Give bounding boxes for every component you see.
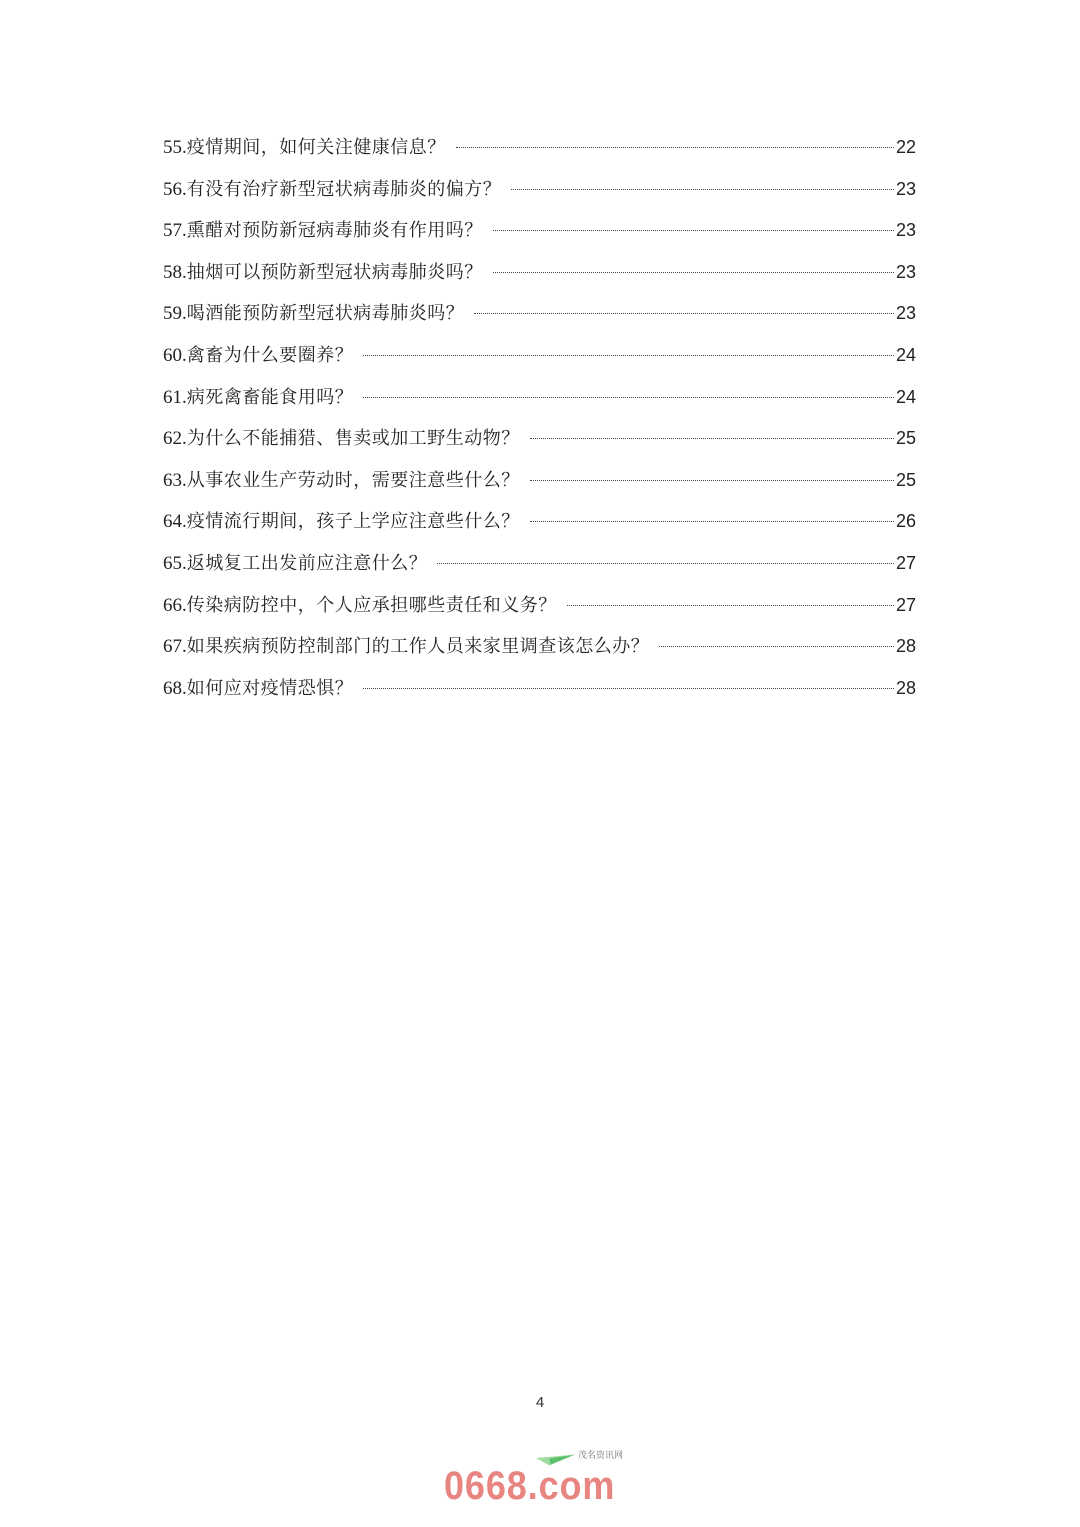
toc-entry-page: 27 [895,594,916,615]
dot-leader [363,688,894,689]
toc-entry-number: 62. [163,428,187,450]
toc-entry-title: 抽烟可以预防新型冠状病毒肺炎吗？ [186,261,483,283]
toc-entry-number: 60. [163,344,187,366]
toc-entry-page: 27 [895,552,916,573]
toc-entry-number: 61. [163,386,187,408]
toc-entry-number: 57. [163,220,187,242]
toc-entry[interactable] [163,549,916,591]
toc-entry-number: 56. [163,178,187,200]
toc-entry-title: 疫情流行期间，孩子上学应注意些什么？ [186,511,520,533]
toc-entry-title: 传染病防控中，个人应承担哪些责任和义务？ [186,594,557,616]
toc-entry-title: 如何应对疫情恐惧？ [186,677,354,699]
toc-entry[interactable] [163,632,916,674]
toc-entry[interactable] [163,466,916,508]
toc-entry-page: 23 [895,178,916,199]
dot-leader [437,563,894,564]
dot-leader [363,355,894,356]
toc-entry-title: 有没有治疗新型冠状病毒肺炎的偏方？ [186,178,502,200]
toc-entry[interactable] [163,507,916,549]
toc-entry-title: 病死禽畜能食用吗？ [186,386,354,408]
toc-entry-page: 24 [895,386,916,407]
toc-entry-number: 58. [163,261,187,283]
dot-leader [363,397,894,398]
toc-entry-number: 59. [163,303,187,325]
toc-entry-title: 如果疾病预防控制部门的工作人员来家里调查该怎么办？ [186,636,650,658]
toc-entry-title: 熏醋对预防新冠病毒肺炎有作用吗？ [186,220,483,242]
toc-entry-page: 25 [895,428,916,449]
toc-entry-title: 为什么不能捕猎、售卖或加工野生动物？ [186,428,520,450]
toc-entry[interactable] [163,258,916,300]
toc-entry[interactable] [163,299,916,341]
dot-leader [659,646,894,647]
toc-entry[interactable] [163,383,916,425]
toc-entry-page: 28 [895,677,916,698]
toc-entry-title: 疫情期间，如何关注健康信息？ [186,137,446,158]
dot-leader [530,521,894,522]
toc-entry[interactable] [163,341,916,383]
dot-leader [493,230,894,231]
dot-leader [530,438,894,439]
toc-entry-title: 禽畜为什么要圈养？ [186,344,354,366]
watermark-logo [444,1450,644,1510]
dot-leader [530,480,894,481]
dot-leader [493,272,894,273]
toc-entry[interactable] [163,424,916,466]
toc-entry-number: 67. [163,636,187,658]
toc-entry-page: 25 [895,469,916,490]
toc-entry-title: 喝酒能预防新型冠状病毒肺炎吗？ [186,303,465,325]
toc-entry-page: 23 [895,303,916,324]
toc-entry-number: 65. [163,552,187,574]
toc-entry-page: 24 [895,344,916,365]
toc-entry-page: 26 [895,511,916,532]
toc-entry[interactable] [163,674,916,716]
toc-entry-page: 22 [895,137,916,157]
toc-entry-number: 63. [163,469,187,491]
toc-entry[interactable] [163,175,916,217]
toc-entry[interactable] [163,216,916,258]
toc-entry-number: 68. [163,677,187,699]
toc-entry[interactable] [163,133,916,175]
dot-leader [511,189,894,190]
dot-leader [474,313,894,314]
toc-entry-page: 23 [895,261,916,282]
toc-entry-title: 返城复工出发前应注意什么？ [186,552,428,574]
watermark-sub: 茂名资讯网 [578,1451,624,1461]
toc-entry[interactable] [163,591,916,633]
toc-entry-number: 66. [163,594,187,616]
toc-entry-number: 64. [163,511,187,533]
dot-leader [567,605,894,606]
table-of-contents [163,133,916,715]
watermark-main: 0668.com [444,1464,616,1508]
toc-entry-number: 55. [163,137,187,158]
page-number: 4 [535,1394,545,1411]
dot-leader [456,147,894,148]
toc-entry-page: 28 [895,636,916,657]
toc-entry-title: 从事农业生产劳动时，需要注意些什么？ [186,469,520,491]
toc-entry-page: 23 [895,220,916,241]
